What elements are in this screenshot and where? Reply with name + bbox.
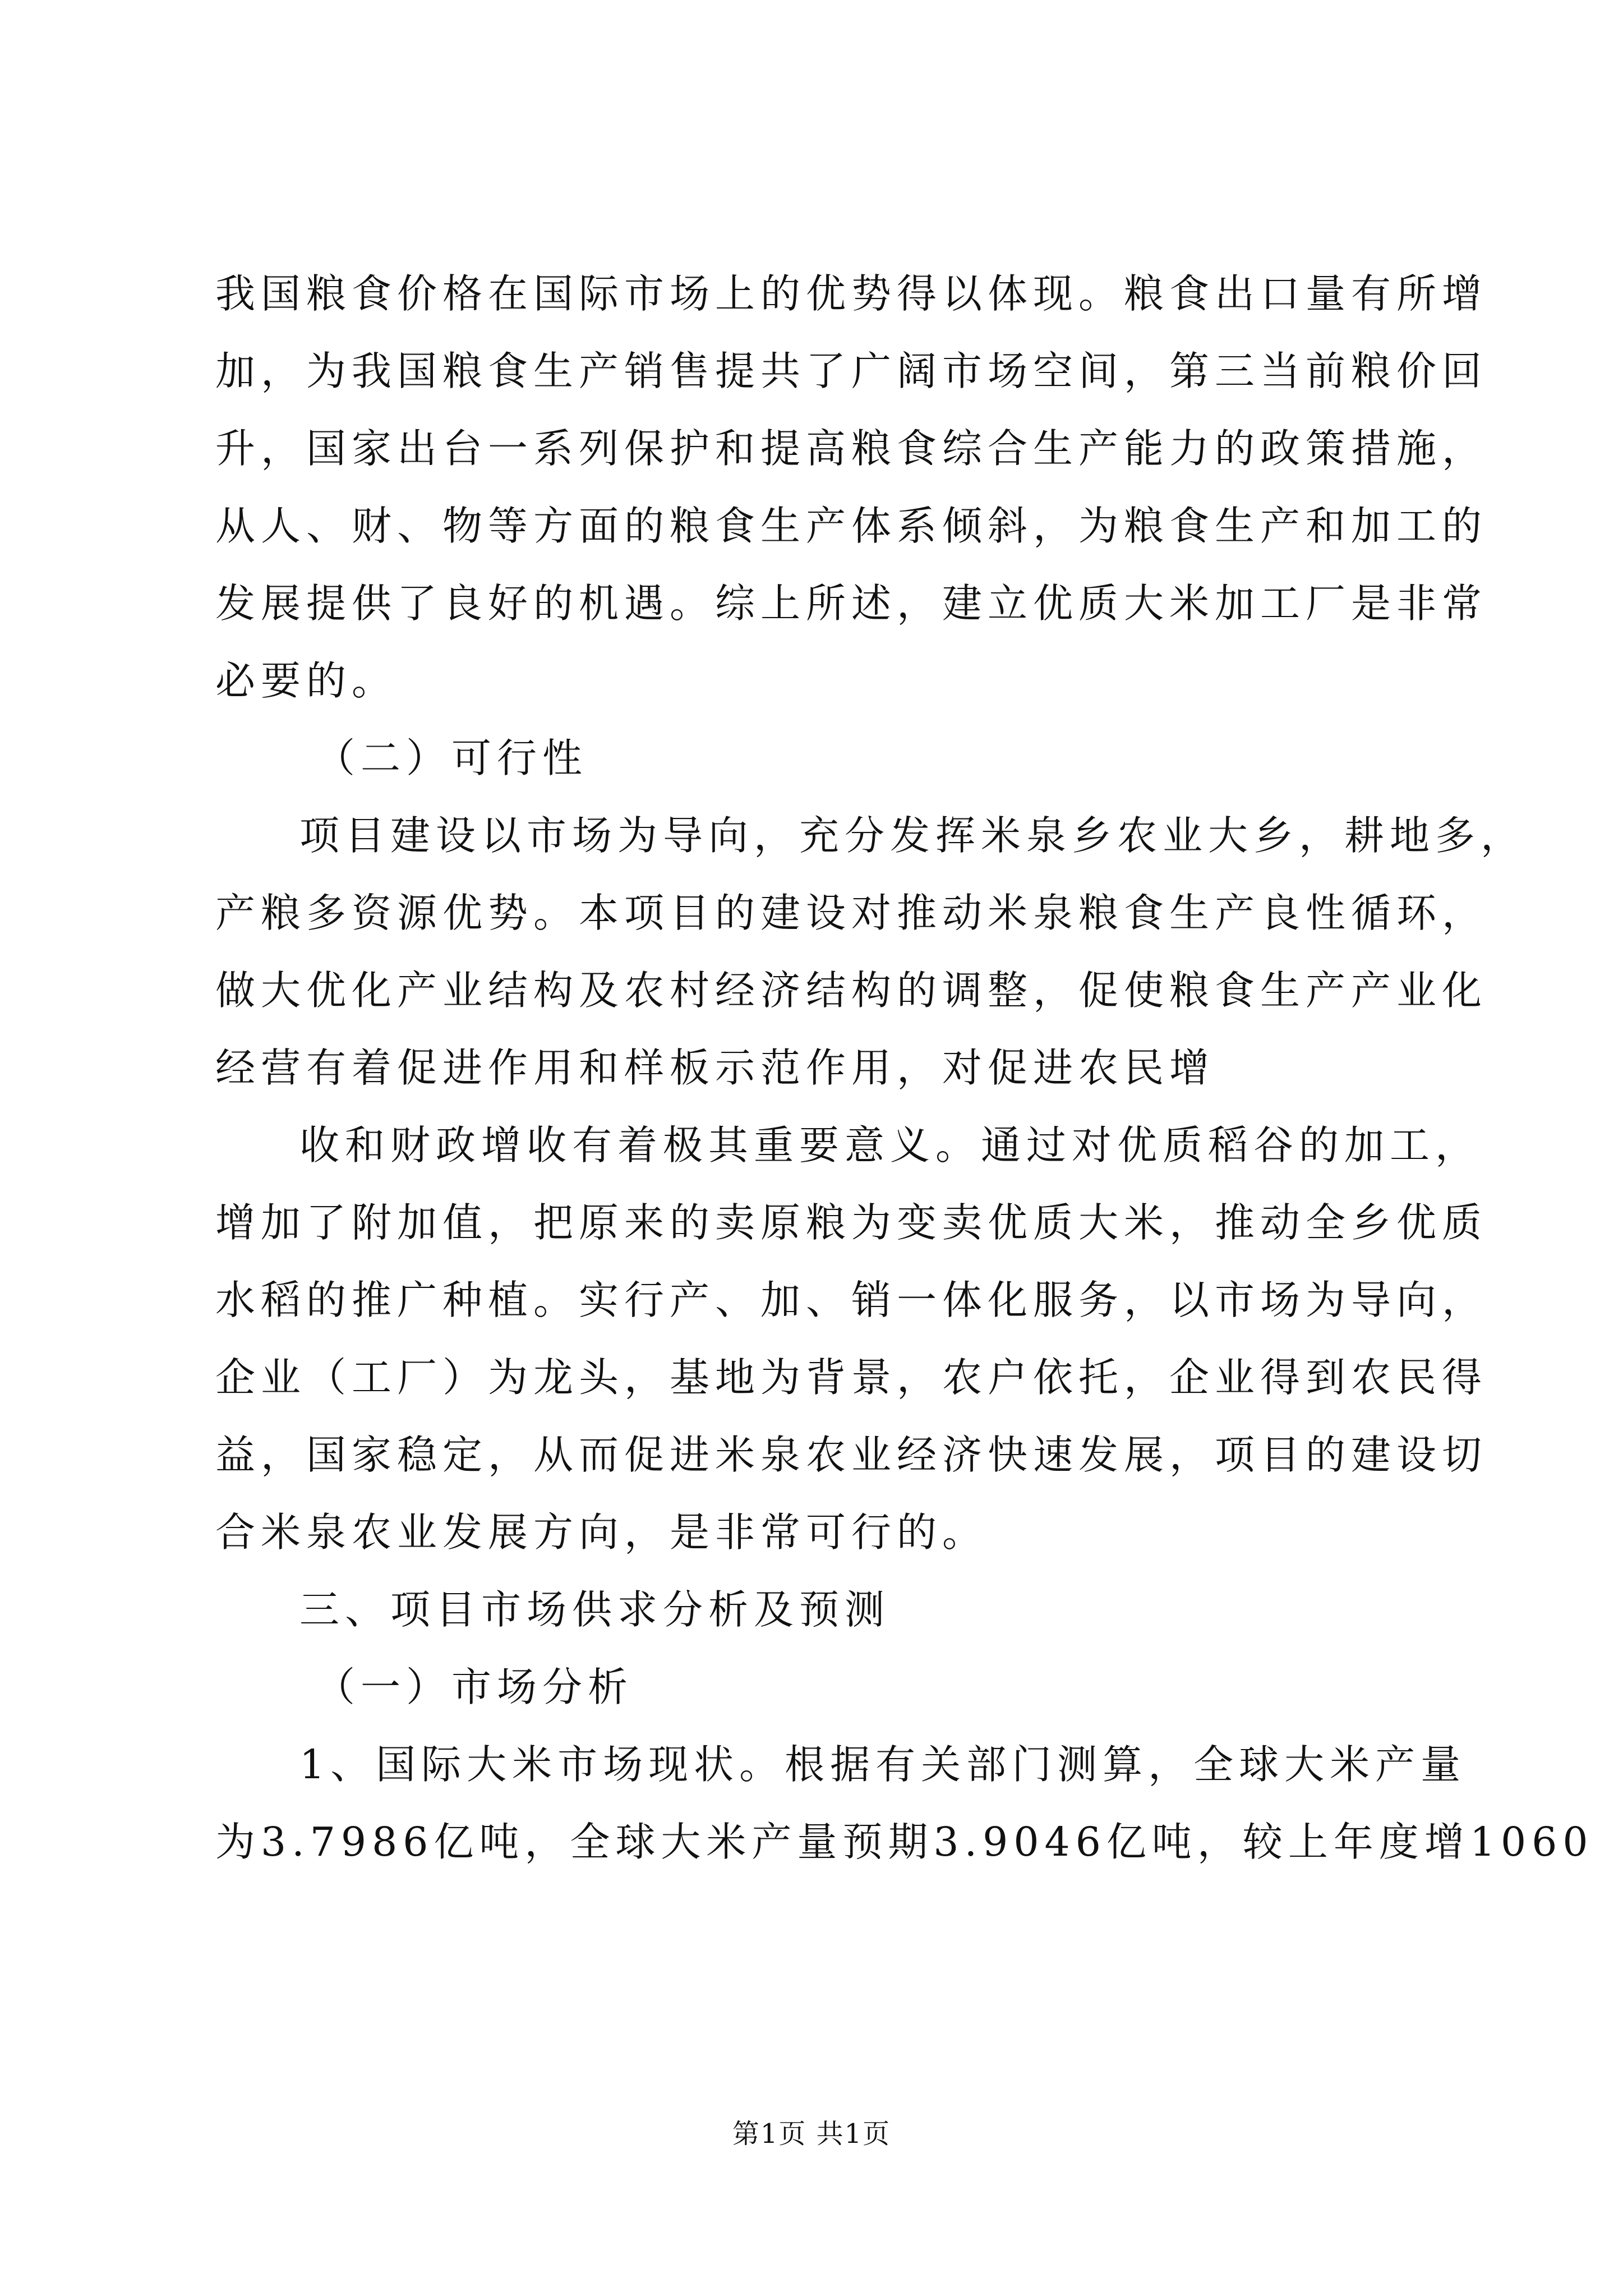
paragraph-line: 升，国家出台一系列保护和提高粮食综合生产能力的政策措施，: [215, 425, 1488, 472]
section-heading: （二）可行性: [315, 735, 588, 781]
paragraph-line: 加，为我国粮食生产销售提共了广阔市场空间，第三当前粮价回: [215, 348, 1488, 394]
paragraph-line: 经营有着促进作用和样板示范作用，对促进农民增: [215, 1045, 1215, 1091]
paragraph-line: 水稻的推广种植。实行产、加、销一体化服务，以市场为导向，: [215, 1277, 1488, 1323]
paragraph-line: 产粮多资源优势。本项目的建设对推动米泉粮食生产良性循环，: [215, 890, 1488, 936]
paragraph-line: 项目建设以市场为导向，充分发挥米泉乡农业大乡，耕地多，: [299, 812, 1527, 859]
page-footer: 第1页 共1页: [732, 2118, 891, 2150]
section-heading: （一）市场分析: [315, 1664, 634, 1710]
paragraph-line: 我国粮食价格在国际市场上的优势得以体现。粮食出口量有所增: [215, 270, 1488, 317]
paragraph-line: 为3.7986亿吨，全球大米产量预期3.9046亿吨，较上年度增1060: [215, 1819, 1594, 1865]
paragraph-line: 做大优化产业结构及农村经济结构的调整，促使粮食生产产业化: [215, 967, 1488, 1014]
paragraph-line: 发展提供了良好的机遇。综上所述，建立优质大米加工厂是非常: [215, 580, 1488, 627]
paragraph-line: 增加了附加值，把原来的卖原粮为变卖优质大米，推动全乡优质: [215, 1199, 1488, 1246]
paragraph-line: 益，国家稳定，从而促进米泉农业经济快速发展，项目的建设切: [215, 1432, 1488, 1478]
paragraph-line: 必要的。: [215, 657, 398, 704]
paragraph-line: 从人、财、物等方面的粮食生产体系倾斜，为粮食生产和加工的: [215, 503, 1488, 549]
paragraph-line: 合米泉农业发展方向，是非常可行的。: [215, 1509, 988, 1556]
document-body: [215, 255, 1594, 1881]
section-heading: 三、项目市场供求分析及预测: [299, 1586, 891, 1633]
paragraph-line: 1、国际大米市场现状。根据有关部门测算，全球大米产量: [299, 1741, 1467, 1788]
paragraph-line: 企业（工厂）为龙头，基地为背景，农户依托，企业得到农民得: [215, 1354, 1488, 1401]
paragraph-line: 收和财政增收有着极其重要意义。通过对优质稻谷的加工，: [299, 1122, 1481, 1168]
